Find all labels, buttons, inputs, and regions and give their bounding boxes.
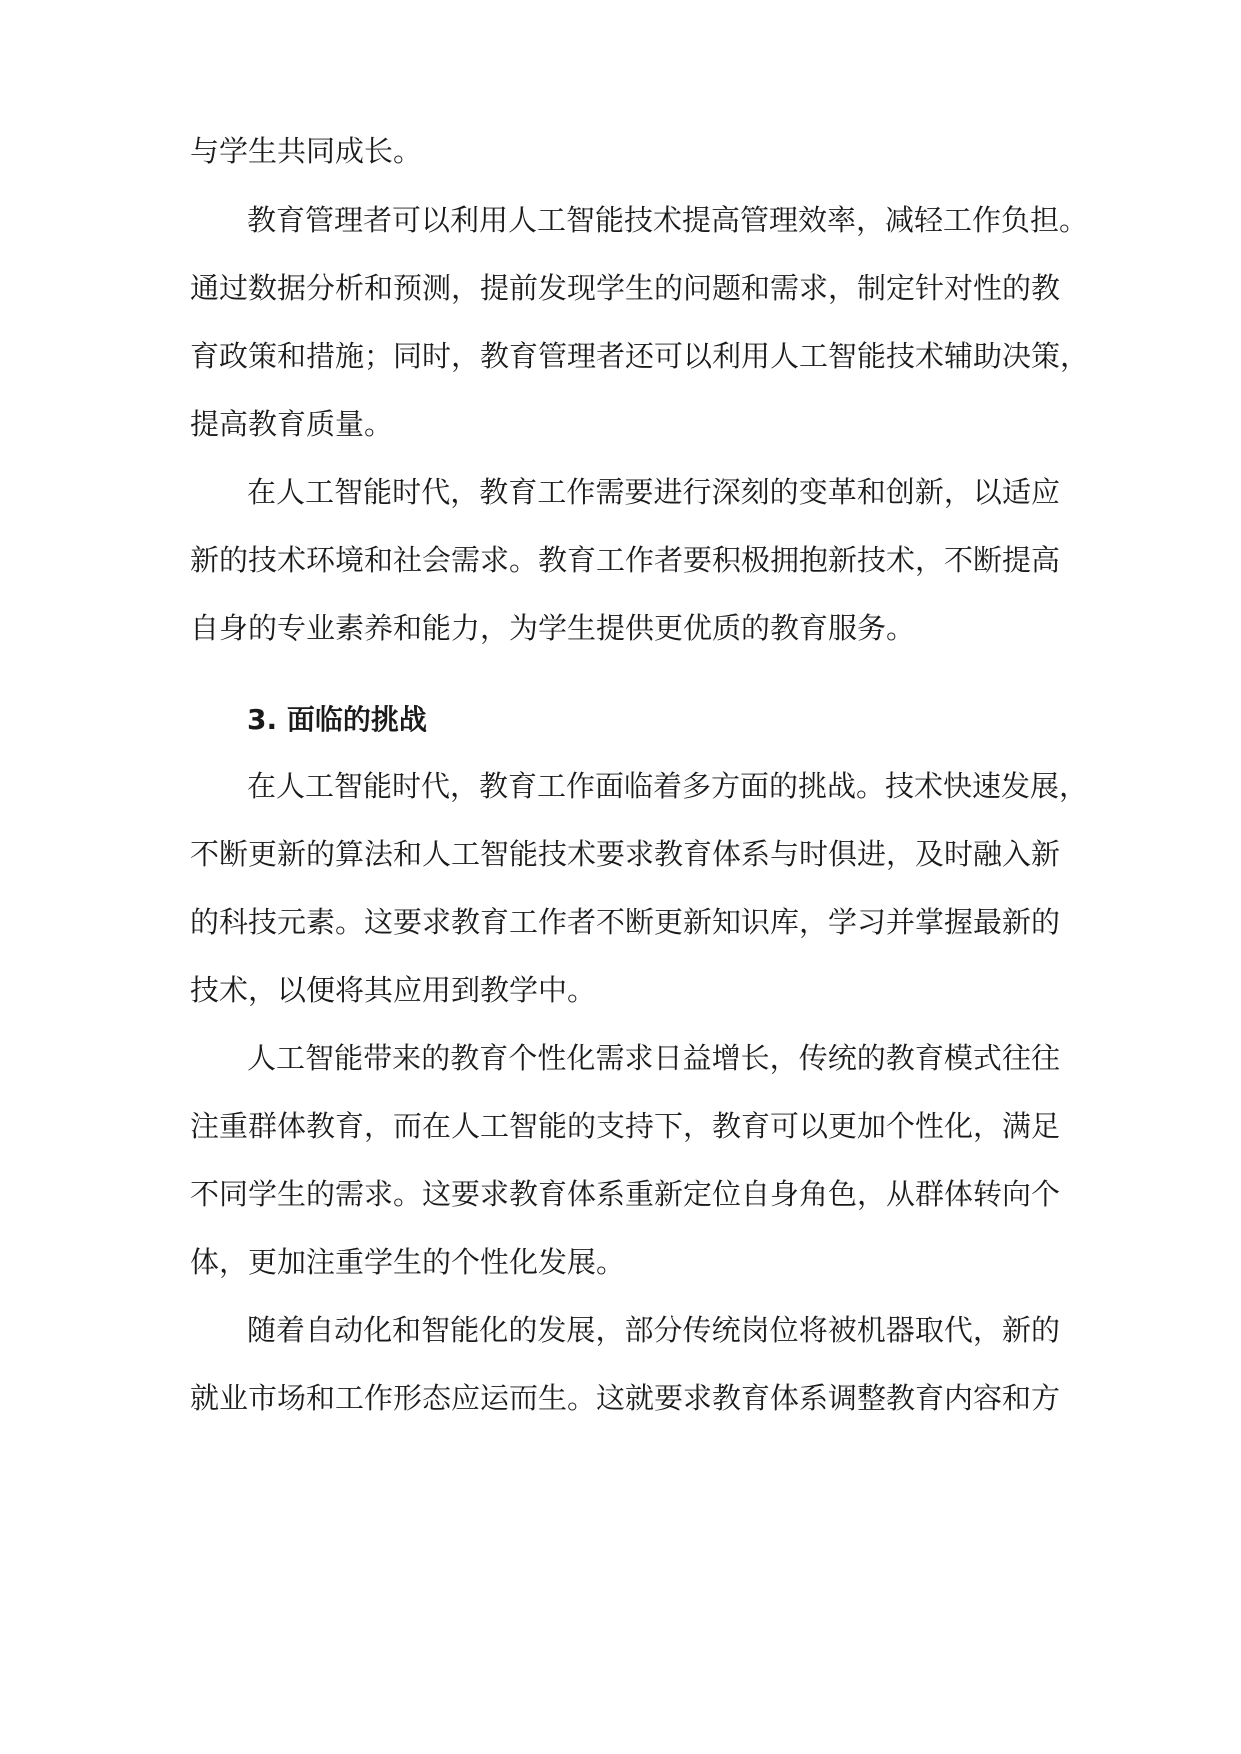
paragraph-line: 就业市场和工作形态应运而生。这就要求教育体系调整教育内容和方 — [190, 1381, 1061, 1415]
paragraph-line: 教育管理者可以利用人工智能技术提高管理效率，减轻工作负担。 — [247, 203, 1089, 237]
section-heading: 3. 面临的挑战 — [247, 703, 427, 736]
paragraph-line: 不同学生的需求。这要求教育体系重新定位自身角色，从群体转向个 — [190, 1177, 1061, 1211]
paragraph-line: 在人工智能时代，教育工作需要进行深刻的变革和创新，以适应 — [247, 475, 1060, 509]
paragraph-line: 自身的专业素养和能力，为学生提供更优质的教育服务。 — [190, 611, 916, 645]
paragraph-line: 体，更加注重学生的个性化发展。 — [190, 1245, 626, 1279]
paragraph-line: 与学生共同成长。 — [190, 134, 423, 168]
paragraph-line: 技术，以便将其应用到教学中。 — [190, 973, 597, 1007]
paragraph-line: 通过数据分析和预测，提前发现学生的问题和需求，制定针对性的教 — [190, 271, 1061, 305]
paragraph-line: 新的技术环境和社会需求。教育工作者要积极拥抱新技术，不断提高 — [190, 543, 1061, 577]
paragraph-line: 提高教育质量。 — [190, 407, 394, 441]
paragraph-line: 不断更新的算法和人工智能技术要求教育体系与时俱进，及时融入新 — [190, 837, 1061, 871]
paragraph-line: 的科技元素。这要求教育工作者不断更新知识库，学习并掌握最新的 — [190, 905, 1061, 939]
paragraph-line: 随着自动化和智能化的发展，部分传统岗位将被机器取代，新的 — [247, 1313, 1060, 1347]
paragraph-line: 育政策和措施；同时，教育管理者还可以利用人工智能技术辅助决策， — [190, 339, 1090, 373]
paragraph-line: 在人工智能时代，教育工作面临着多方面的挑战。技术快速发展， — [247, 769, 1089, 803]
paragraph-line: 人工智能带来的教育个性化需求日益增长，传统的教育模式往往 — [247, 1041, 1060, 1075]
paragraph-line: 注重群体教育，而在人工智能的支持下，教育可以更加个性化，满足 — [190, 1109, 1061, 1143]
